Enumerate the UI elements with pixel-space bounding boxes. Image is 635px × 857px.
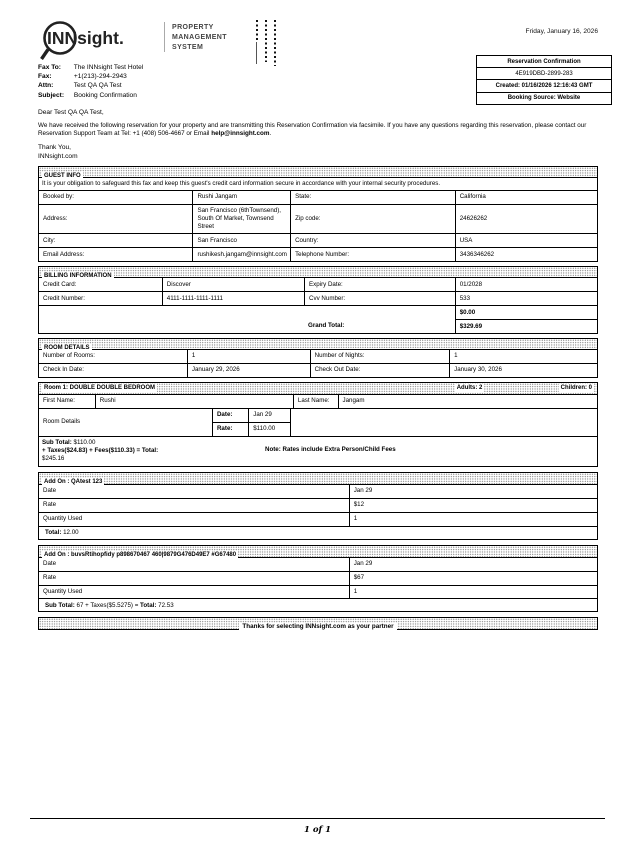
- addon1-rate-value: $12: [349, 499, 597, 512]
- scan-mark-column: [265, 20, 267, 62]
- tagline-line: MANAGEMENT: [172, 34, 227, 42]
- addon1-total-label: Total:: [45, 529, 62, 537]
- confirmation-number: 4E919DBD-2899-283: [477, 67, 611, 79]
- subtotal-value: $110.00: [71, 438, 96, 446]
- confirmation-created: Created: 01/16/2026 12:16:43 GMT: [477, 79, 611, 91]
- addon1-section: [38, 472, 598, 540]
- addon2-rate-value: $67: [349, 572, 597, 585]
- expiry-value: 01/2028: [455, 278, 597, 291]
- billing-header: [39, 267, 597, 278]
- billing-section: [38, 266, 598, 334]
- email-label: Email Address:: [43, 250, 85, 258]
- room-details-label: Room Details: [43, 418, 81, 426]
- checkin-value: January 29, 2026: [187, 364, 310, 377]
- addon2-title: Add On : buvsRtihopfidy p898670467 460|9879G476D49E7 #G67480: [44, 551, 237, 558]
- letter-body: [38, 122, 598, 139]
- logo-tagline: [172, 20, 227, 53]
- room-subtotal-row: [39, 436, 597, 466]
- logo-brand-text: INNsight.: [47, 28, 124, 48]
- country-label: Country:: [290, 234, 455, 247]
- guest-info-section: [38, 166, 598, 263]
- room-details-section: [38, 338, 598, 378]
- room-rate-table: [39, 408, 597, 436]
- billing-row-number: [39, 291, 597, 305]
- confirmation-title: Reservation Confirmation: [507, 58, 581, 65]
- scan-mark-line: [256, 42, 257, 64]
- addon1-total-row: [39, 526, 597, 539]
- magnifier-logo-icon: [38, 20, 160, 62]
- subject-value: Booking Confirmation: [73, 91, 137, 99]
- fax-number-label: Fax:: [38, 73, 52, 81]
- rate-label: Rate:: [212, 422, 248, 436]
- booking-source: Booking Source: Website: [477, 92, 611, 104]
- room1-adults: Adults: 2: [456, 385, 483, 392]
- letter-body-text: We have received the following reservation for your property and are transmitting this Reservation Confirmation via facsimile. If you have any questions regarding this reservation, please contact our Reservation Support Team at Tel: +1 (408) 506-4667 or Email: [38, 121, 587, 138]
- tagline-line: SYSTEM: [172, 44, 204, 52]
- credit-number-label: Credit Number:: [43, 294, 85, 302]
- country-value: USA: [455, 234, 597, 247]
- letter-body-period: .: [269, 130, 272, 138]
- room-rate-spacer: [290, 409, 597, 436]
- addon2-qty-row: [39, 585, 597, 599]
- addon1-date-row: [39, 485, 597, 498]
- billing-row-card: [39, 278, 597, 291]
- checkin-label: Check In Date:: [43, 366, 84, 374]
- check-dates-row: [39, 363, 597, 377]
- addon2-rate-row: [39, 571, 597, 585]
- rooms-value: 1: [187, 350, 310, 363]
- addon2-header: [39, 546, 597, 558]
- checkout-label: Check Out Date:: [310, 364, 450, 377]
- last-name-label: Last Name:: [293, 395, 338, 408]
- email-value: rushikesh.jangam@innsight.com: [192, 248, 290, 261]
- addon2-date-row: [39, 558, 597, 571]
- room1-title: Room 1: DOUBLE DOUBLE BEDROOM: [44, 385, 155, 392]
- room-subtotal-line2: + Taxes($24.83) + Fees($110.33) = Total:: [42, 446, 159, 454]
- addon1-date-value: Jan 29: [349, 485, 597, 498]
- last-name-value: Jangam: [338, 395, 597, 408]
- state-value: California: [455, 191, 597, 204]
- telephone-label: Telephone Number:: [290, 248, 455, 261]
- zip-value: 24626262: [455, 205, 597, 234]
- addon1-qty-row: [39, 512, 597, 526]
- cvv-label: Cvv Number:: [304, 292, 455, 305]
- thank-you-text: Thank You,: [38, 144, 71, 152]
- rate-value: $110.00: [248, 422, 290, 436]
- reservation-confirmation-box: [476, 55, 612, 105]
- rooms-label: Number of Rooms:: [43, 352, 95, 360]
- addon2-rate-label: Rate: [43, 574, 57, 582]
- grand-total-label: Grand Total:: [308, 321, 345, 329]
- addon2-total-value: 72.53: [156, 601, 174, 609]
- first-name-value: Rushi: [95, 395, 293, 408]
- addon1-rate-row: [39, 498, 597, 512]
- scan-mark-column: [274, 20, 276, 66]
- addon1-rate-label: Rate: [43, 501, 57, 509]
- addon2-subtotal-row: [39, 598, 597, 611]
- date-value: Jan 29: [248, 409, 290, 422]
- room1-children: Children: 0: [560, 385, 592, 392]
- addon1-total-value: 12.00: [61, 529, 79, 537]
- city-value: San Francisco: [192, 234, 290, 247]
- cvv-value: 533: [455, 292, 597, 305]
- subtotal-label: Sub Total:: [42, 438, 72, 446]
- room-subtotal-line3: $245.16: [42, 454, 65, 462]
- grand-total-value: $329.69: [455, 319, 597, 333]
- salutation: Dear Test QA QA Test,: [38, 108, 104, 116]
- booked-by-value: Rushi Jangam: [192, 191, 290, 204]
- subject-label: Subject:: [38, 91, 65, 99]
- attn-label: Attn:: [38, 82, 54, 90]
- state-label: State:: [290, 191, 455, 204]
- billing-title: BILLING INFORMATION: [44, 273, 112, 280]
- thanks-banner: [38, 617, 598, 630]
- addon1-date-label: Date: [43, 487, 57, 495]
- addon2-section: [38, 545, 598, 613]
- nights-value: 1: [449, 350, 597, 363]
- credit-number-value: 4111-1111-1111-1111: [162, 292, 304, 305]
- credit-card-label: Credit Card:: [43, 280, 77, 288]
- zip-label: Zip code:: [290, 205, 455, 234]
- checkout-value: January 30, 2026: [449, 364, 597, 377]
- tagline-line: PROPERTY: [172, 24, 214, 31]
- addon1-qty-label: Quantity Used: [43, 515, 83, 523]
- addon2-qty-label: Quantity Used: [43, 588, 83, 596]
- city-label: City:: [43, 236, 56, 244]
- billing-totals: [39, 305, 597, 333]
- guest-row-address: [39, 204, 597, 234]
- addon2-date-value: Jan 29: [349, 558, 597, 571]
- security-notice: It is your obligation to safeguard this fax and keep this guest's credit card information secure in accordance with your internal security procedures.: [39, 178, 597, 191]
- addon1-qty-value: 1: [349, 513, 597, 526]
- scan-mark-column: [256, 20, 258, 40]
- guest-name-row: [39, 395, 597, 408]
- zero-amount: $0.00: [455, 306, 597, 319]
- rates-note: Note: Rates include Extra Person/Child Fees: [264, 445, 396, 453]
- guest-info-header: [39, 167, 597, 178]
- addon2-date-label: Date: [43, 560, 57, 568]
- addon2-total-label: Total:: [140, 601, 157, 609]
- address-value: San Francisco (6thTownsend), South Of Market, Townsend Street: [192, 205, 290, 234]
- booked-by-label: Booked by:: [43, 193, 74, 201]
- telephone-value: 3436346262: [455, 248, 597, 261]
- fax-number-value: +1(213)-294-2943: [73, 73, 127, 81]
- room-details-title: ROOM DETAILS: [44, 344, 90, 351]
- date-label: Date:: [212, 409, 248, 422]
- guest-row-booked-by: [39, 191, 597, 204]
- billing-totals-spacer: [39, 306, 304, 333]
- room-details-header: [39, 339, 597, 350]
- first-name-label: First Name:: [43, 397, 75, 405]
- room-count-row: [39, 350, 597, 363]
- guest-row-email: [39, 247, 597, 261]
- addon2-subtotal-label: Sub Total:: [45, 601, 75, 609]
- page-footer: [30, 818, 605, 837]
- attn-value: Test QA QA Test: [73, 82, 122, 90]
- document-date: Friday, January 16, 2026: [525, 28, 598, 35]
- addon2-subtotal-mid: 67 + Taxes($5.5275) =: [74, 601, 141, 609]
- addon2-qty-value: 1: [349, 586, 597, 599]
- billing-totals-spacer2: [304, 306, 455, 319]
- letter-closing: [38, 144, 598, 161]
- room1-section: [38, 382, 598, 467]
- expiry-label: Expiry Date:: [304, 278, 455, 291]
- room1-header: [39, 383, 597, 395]
- fax-to-label: Fax To:: [38, 64, 61, 71]
- logo-divider: [164, 22, 165, 52]
- addon1-header: [39, 473, 597, 485]
- page-number: 1 of 1: [303, 825, 332, 835]
- address-label: Address:: [43, 214, 68, 222]
- fax-to-value: The INNsight Test Hotel: [73, 64, 144, 71]
- signature-text: INNsight.com: [38, 153, 78, 161]
- support-email: help@innsight.com: [211, 130, 270, 138]
- thanks-banner-text: Thanks for selecting INNsight.com as your partner: [239, 623, 396, 630]
- guest-row-city: [39, 233, 597, 247]
- nights-label: Number of Nights:: [310, 350, 450, 363]
- guest-info-title: GUEST INFO: [44, 172, 81, 179]
- addon1-title: Add On : QAtest 123: [44, 478, 103, 485]
- fax-scan-marks: [256, 20, 276, 68]
- credit-card-value: Discover: [162, 278, 304, 291]
